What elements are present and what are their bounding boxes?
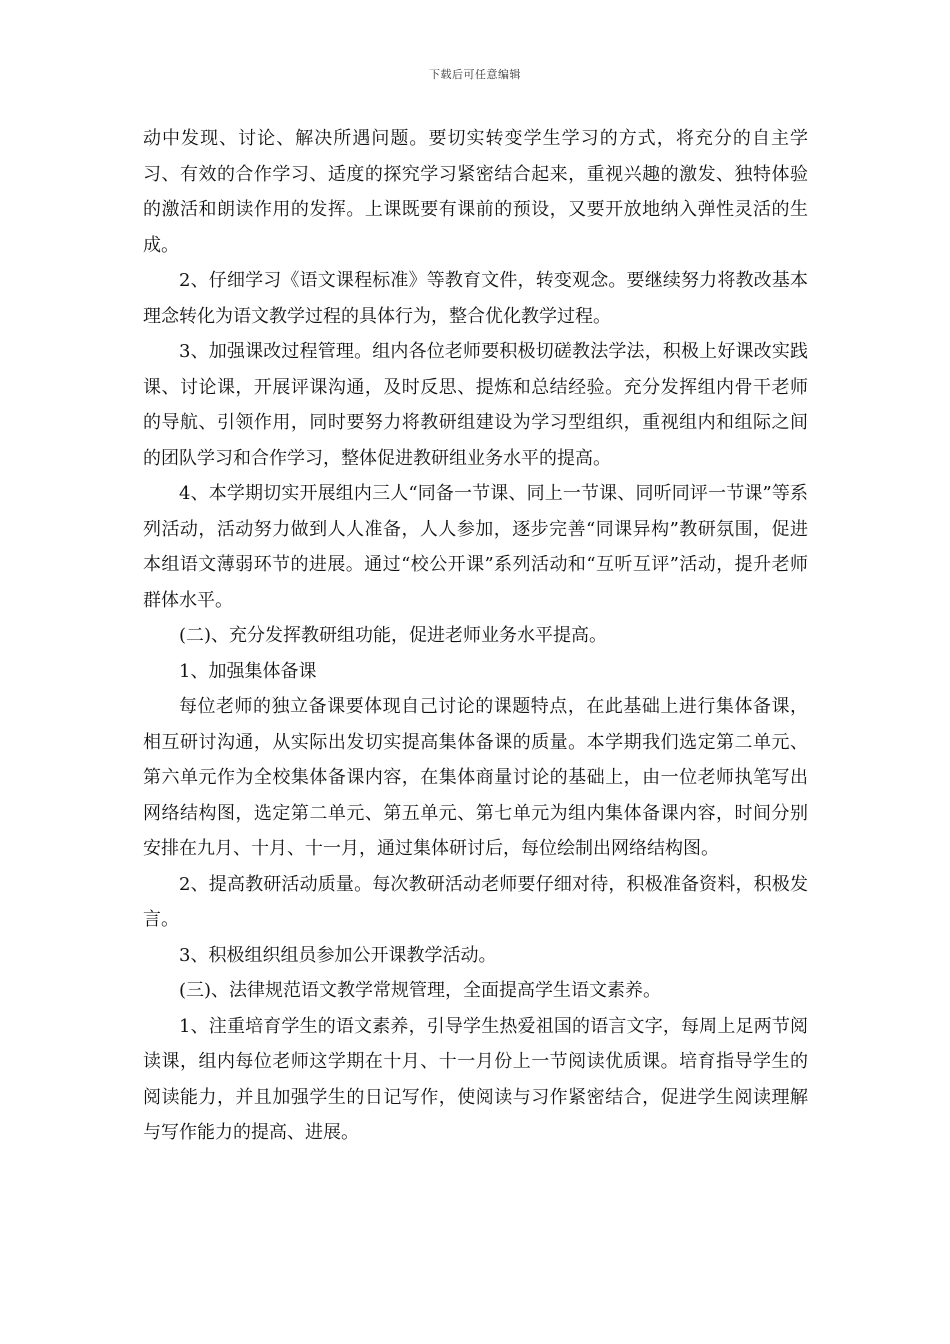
paragraph: 3、加强课改过程管理。组内各位老师要积极切磋教法学法，积极上好课改实践课、讨论课，开展评课沟通，及时反思、提炼和总结经验。充分发挥组内骨干老师的导航、引领作用，同时要努力将教研组建设为学习型组织，重视组内和组际之间的团队学习和合作学习，整体促进教研组业务水平的提高。 [143, 341, 808, 469]
section-heading: (二)、充分发挥教研组功能，促进老师业务水平提高。 [179, 625, 608, 646]
paragraph: 2、提高教研活动质量。每次教研活动老师要仔细对待，积极准备资料，积极发言。 [143, 873, 808, 930]
paragraph: 2、仔细学习《语文课程标准》等教育文件，转变观念。要继续努力将教改基本理念转化为语文教学过程的具体行为，整合优化教学过程。 [143, 270, 808, 327]
subsection-heading: 1、加强集体备课 [179, 660, 317, 682]
document-body [143, 121, 808, 1151]
paragraph: 3、积极组织组员参加公开课教学活动。 [179, 944, 497, 966]
section-heading: (三)、法律规范语文教学常规管理，全面提高学生语文素养。 [179, 980, 662, 1001]
paragraph: 1、注重培育学生的语文素养，引导学生热爱祖国的语言文字，每周上足两节阅读课，组内每位老师这学期在十月、十一月份上一节阅读优质课。培育指导学生的阅读能力，并且加强学生的日记写作，使阅读与习作紧密结合，促进学生阅读理解与写作能力的提高、进展。 [143, 1015, 808, 1143]
paragraph: 每位老师的独立备课要体现自己讨论的课题特点，在此基础上进行集体备课，相互研讨沟通，从实际出发切实提高集体备课的质量。本学期我们选定第二单元、第六单元作为全校集体备课内容，在集体商量讨论的基础上，由一位老师执笔写出网络结构图，选定第二单元、第五单元、第七单元为组内集体备课内容，时间分别安排在九月、十月、十一月，通过集体研讨后，每位绘制出网络结构图。 [143, 696, 808, 859]
page-header: 下载后可任意编辑 [429, 68, 521, 81]
paragraph: 动中发现、讨论、解决所遇问题。要切实转变学生学习的方式，将充分的自主学习、有效的合作学习、适度的探究学习紧密结合起来，重视兴趣的激发、独特体验的激活和朗读作用的发挥。上课既要有课前的预设，又要开放地纳入弹性灵活的生成。 [143, 128, 808, 256]
paragraph: 4、本学期切实开展组内三人“同备一节课、同上一节课、同听同评一节课”等系列活动，活动努力做到人人准备，人人参加，逐步完善“同课异构”教研氛围，促进本组语文薄弱环节的进展。通过“校公开课”系列活动和“互听互评”活动，提升老师群体水平。 [143, 483, 808, 611]
